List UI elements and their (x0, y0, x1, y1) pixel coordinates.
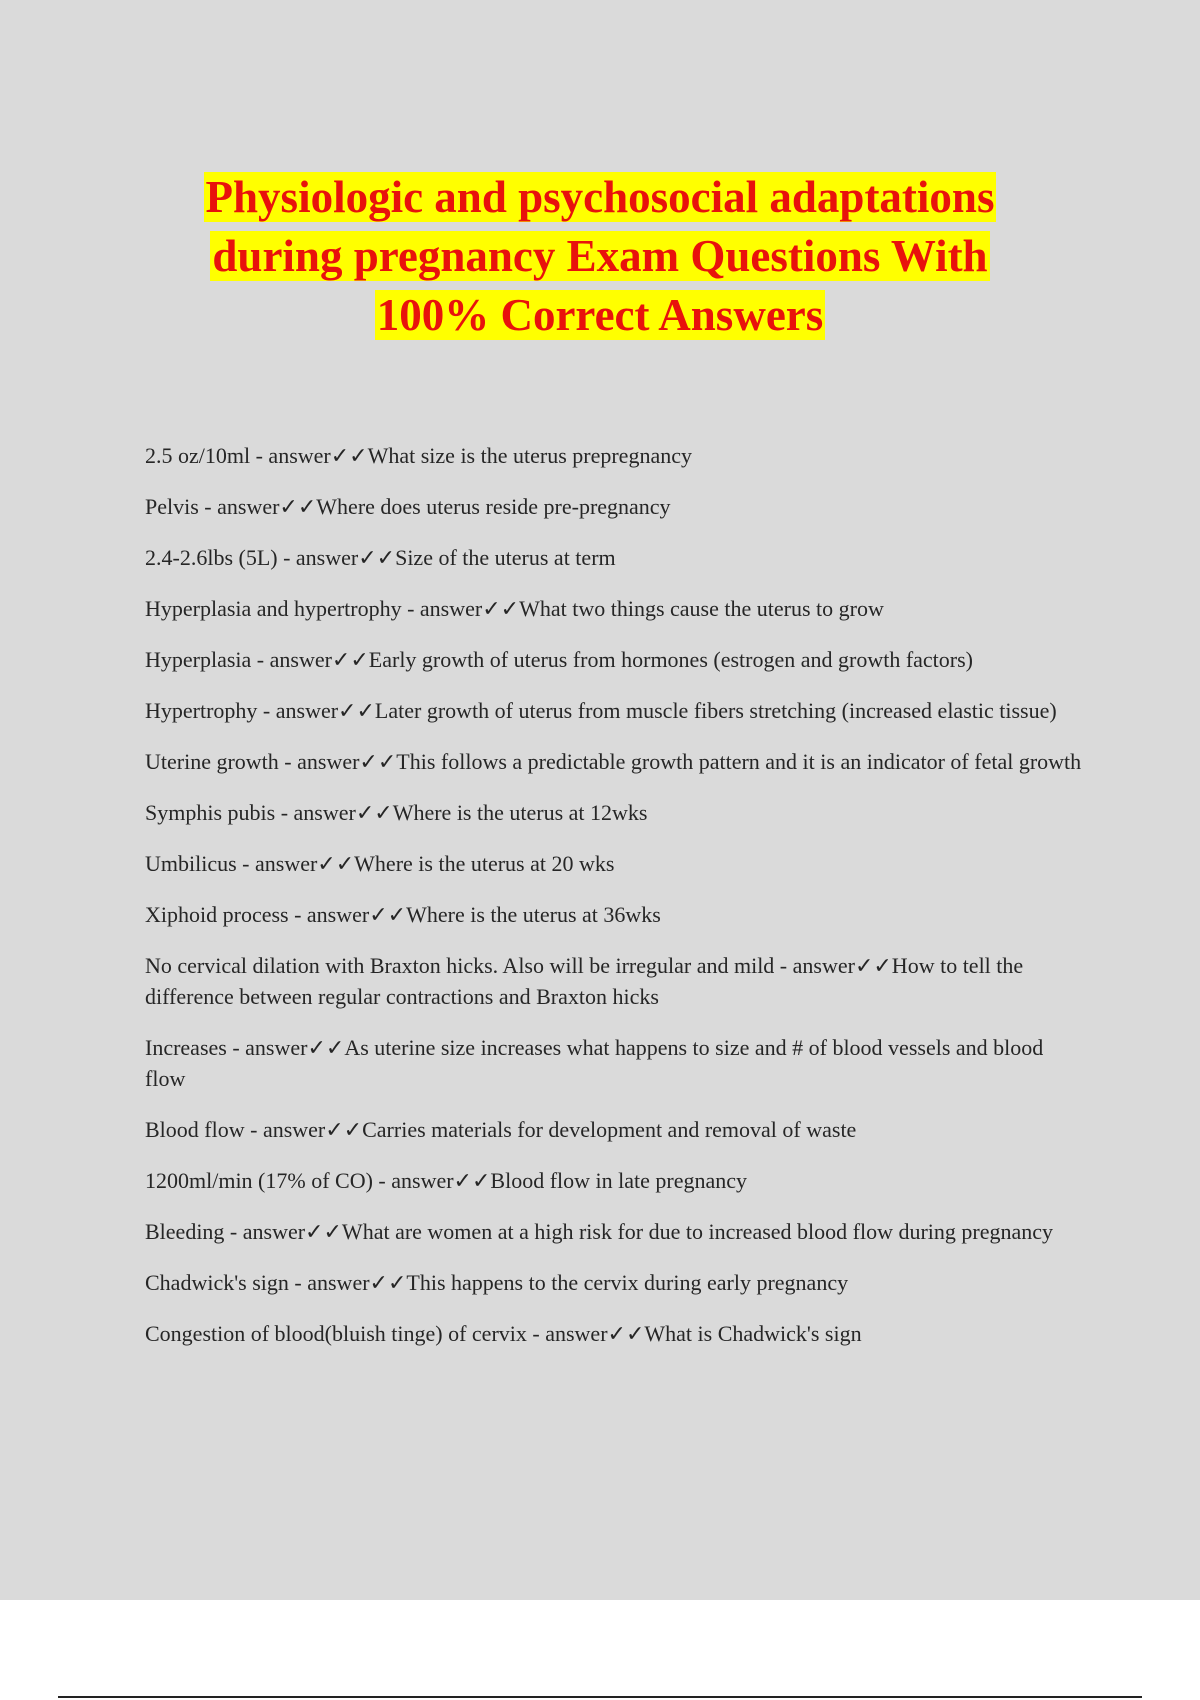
qa-item: Xiphoid process - answer✓✓Where is the uterus at 36wks (145, 902, 661, 927)
qa-item: Pelvis - answer✓✓Where does uterus reside pre-pregnancy (145, 494, 671, 519)
title-line-3: 100% Correct Answers (376, 290, 824, 340)
qa-item: Uterine growth - answer✓✓This follows a predictable growth pattern and it is an indicator of fetal growth (145, 749, 1082, 774)
qa-item: Increases - answer✓✓As uterine size increases what happens to size and # of blood vessels and blood flow (145, 1035, 1044, 1091)
qa-item: Symphis pubis - answer✓✓Where is the uterus at 12wks (145, 800, 648, 825)
title-line-1: Physiologic and psychosocial adaptations (205, 172, 995, 222)
qa-item: Umbilicus - answer✓✓Where is the uterus at 20 wks (145, 851, 615, 876)
document-title (100, 168, 1100, 345)
qa-item: 2.5 oz/10ml - answer✓✓What size is the uterus prepregnancy (145, 443, 692, 468)
qa-item: Hyperplasia and hypertrophy - answer✓✓What two things cause the uterus to grow (145, 596, 884, 621)
question-answer-list (145, 440, 1085, 1369)
qa-item: Chadwick's sign - answer✓✓This happens to the cervix during early pregnancy (145, 1270, 849, 1295)
title-line-2: during pregnancy Exam Questions With (212, 231, 988, 281)
qa-item: No cervical dilation with Braxton hicks. Also will be irregular and mild - answer✓✓How to tell the difference between regular contractions and Braxton hicks (145, 953, 1024, 1009)
qa-item: Hyperplasia - answer✓✓Early growth of uterus from hormones (estrogen and growth factors) (145, 647, 974, 672)
qa-item: Blood flow - answer✓✓Carries materials for development and removal of waste (145, 1117, 857, 1142)
qa-item: 2.4-2.6lbs (5L) - answer✓✓Size of the uterus at term (145, 545, 616, 570)
qa-item: Hypertrophy - answer✓✓Later growth of uterus from muscle fibers stretching (increased elastic tissue) (145, 698, 1057, 723)
qa-item: Congestion of blood(bluish tinge) of cervix - answer✓✓What is Chadwick's sign (145, 1321, 862, 1346)
qa-item: Bleeding - answer✓✓What are women at a high risk for due to increased blood flow during pregnancy (145, 1219, 1054, 1244)
qa-item: 1200ml/min (17% of CO) - answer✓✓Blood flow in late pregnancy (145, 1168, 748, 1193)
bottom-divider (58, 1696, 1142, 1698)
